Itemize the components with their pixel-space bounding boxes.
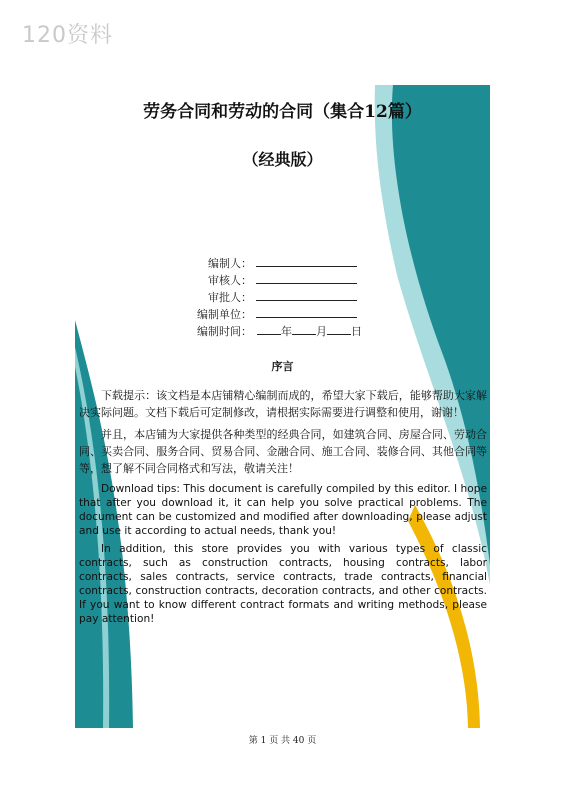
- field-row-date: [75, 323, 490, 340]
- day-label: 日: [351, 325, 362, 338]
- signature-fields: [75, 255, 490, 340]
- paragraph-en-download-tips: Download tips: This document is carefully compiled by this editor. I hope that after you download it, it can help you solve practical problems. The document can be customized and modified after downloading, please adjust and use it according to actual needs, thank you!: [79, 483, 487, 537]
- watermark-text: 120资料: [22, 23, 113, 48]
- date-blanks: [257, 323, 362, 339]
- field-label: 审核人：: [208, 274, 252, 287]
- field-label: 编制时间：: [197, 325, 252, 338]
- field-row-unit: [75, 306, 490, 323]
- paragraph-cn-store-intro: 并且，本店铺为大家提供各种类型的经典合同，如建筑合同、房屋合同、劳动合同、买卖合同、服务合同、贸易合同、金融合同、施工合同、装修合同、其他合同等等，想了解不同合同格式和写法，敬请关注！: [79, 428, 487, 475]
- preface-body: [79, 387, 487, 630]
- document-subtitle: （经典版）: [242, 150, 323, 169]
- field-label: 审批人：: [208, 291, 252, 304]
- field-row-reviewer: [75, 272, 490, 289]
- fill-line: [256, 266, 357, 267]
- field-label: 编制人：: [208, 257, 252, 270]
- year-label: 年: [281, 325, 292, 338]
- fill-line: [256, 283, 357, 284]
- field-row-editor: [75, 255, 490, 272]
- fill-line: [256, 317, 357, 318]
- year-blank: [257, 324, 281, 335]
- field-row-approver: [75, 289, 490, 306]
- month-label: 月: [316, 325, 327, 338]
- month-blank: [292, 324, 316, 335]
- fill-line: [256, 300, 357, 301]
- preface-heading: 序言: [271, 360, 294, 373]
- document-content: [75, 85, 490, 728]
- day-blank: [327, 324, 351, 335]
- field-label: 编制单位：: [197, 308, 252, 321]
- paragraph-cn-download-tips: 下载提示：该文档是本店铺精心编制而成的，希望大家下载后，能够帮助大家解决实际问题。文档下载后可定制修改，请根据实际需要进行调整和使用，谢谢！: [79, 389, 487, 419]
- document-title: 劳务合同和劳动的合同（集合12篇）: [143, 102, 422, 122]
- document-page: [75, 85, 490, 728]
- paragraph-en-store-intro: In addition, this store provides you with various types of classic contracts, such as construction contracts, housing contracts, labor contracts, sales contracts, service contracts, trade contracts, financial contracts, construction contracts, decoration contracts, and other contracts. If you want to know different contract formats and writing methods, please pay attention!: [79, 543, 487, 625]
- page-number-footer: 第 1 页 共 40 页: [248, 736, 317, 746]
